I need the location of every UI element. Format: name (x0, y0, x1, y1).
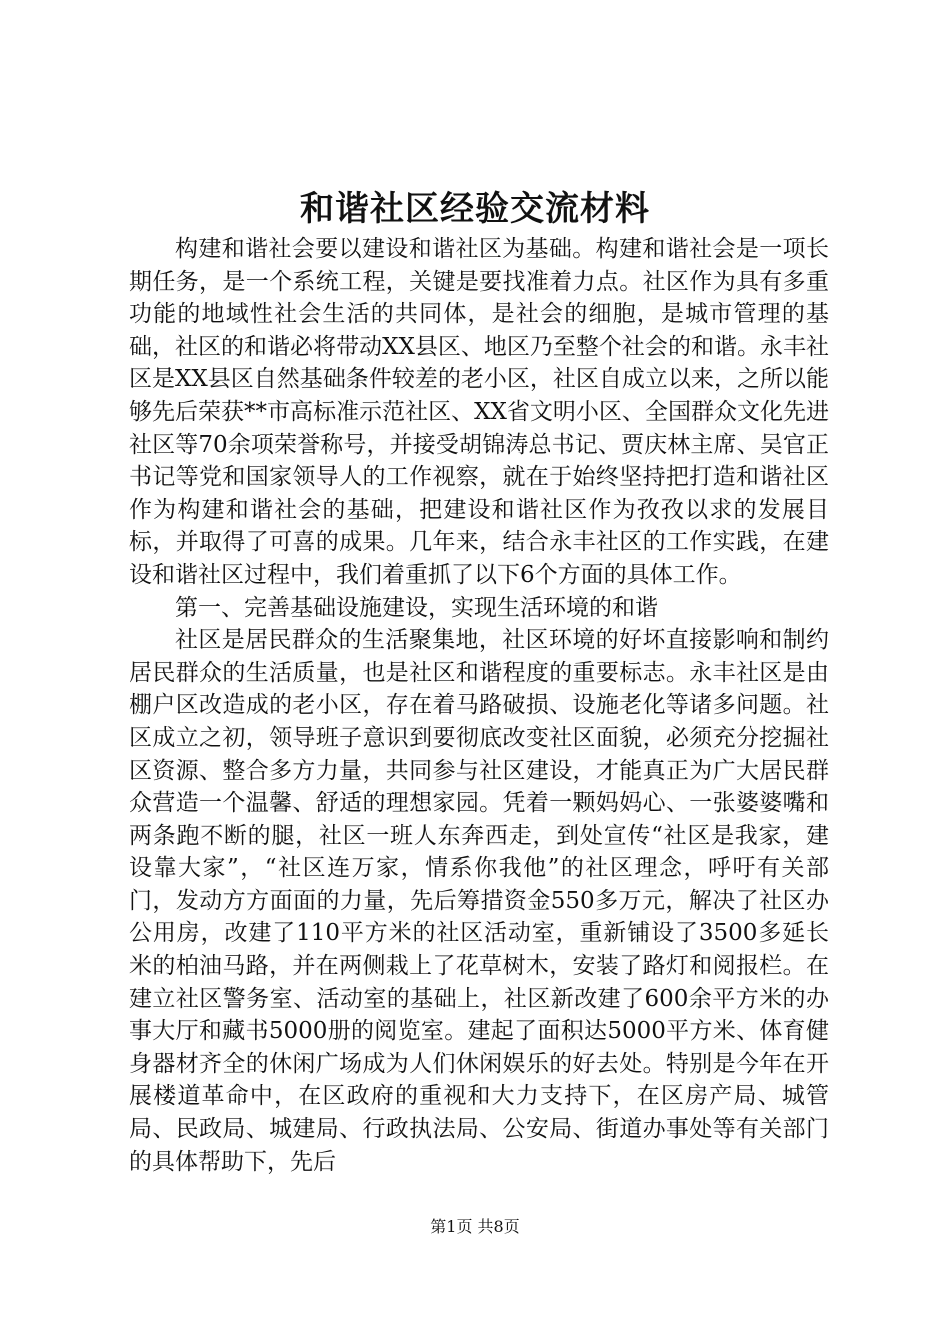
document-body (129, 233, 829, 1178)
document-title: 和谐社区经验交流材料 (300, 189, 650, 229)
paragraph-intro: 构建和谐社会要以建设和谐社区为基础。构建和谐社会是一项长期任务，是一个系统工程，关键是要找准着力点。社区作为具有多重功能的地域性社会生活的共同体，是社会的细胞，是城市管理的基础，社区的和谐必将带动XX县区、地区乃至整个社会的和谐。永丰社区是XX县区自然基础条件较差的老小区，社区自成立以来，之所以能够先后荣获**市高标准示范社区、XX省文明小区、全国群众文化先进社区等70余项荣誉称号，并接受胡锦涛总书记、贾庆林主席、吴官正书记等党和国家领导人的工作视察，就在于始终坚持把打造和谐社区作为构建和谐社会的基础，把建设和谐社区作为孜孜以求的发展目标，并取得了可喜的成果。几年来，结合永丰社区的工作实践，在建设和谐社区过程中，我们着重抓了以下6个方面的具体工作。 (129, 236, 829, 588)
section-heading-1: 第一、完善基础设施建设，实现生活环境的和谐 (175, 594, 658, 621)
paragraph-section-1: 社区是居民群众的生活聚集地，社区环境的好坏直接影响和制约居民群众的生活质量，也是社区和谐程度的重要标志。永丰社区是由棚户区改造成的老小区，存在着马路破损、设施老化等诸多问题。社区成立之初，领导班子意识到要彻底改变社区面貌，必须充分挖掘社区资源、整合多方力量，共同参与社区建设，才能真正为广大居民群众营造一个温馨、舒适的理想家园。凭着一颗妈妈心、一张婆婆嘴和两条跑不断的腿，社区一班人东奔西走，到处宣传“社区是我家，建设靠大家”，“社区连万家，情系你我他”的社区理念，呼吁有关部门，发动方方面面的力量，先后筹措资金550多万元，解决了社区办公用房，改建了110平方米的社区活动室，重新铺设了3500多延长米的柏油马路，并在两侧栽上了花草树木，安装了路灯和阅报栏。在建立社区警务室、活动室的基础上，社区新改建了600余平方米的办事大厅和藏书5000册的阅览室。建起了面积达5000平方米、体育健身器材齐全的休闲广场成为人们休闲娱乐的好去处。特别是今年在开展楼道革命中，在区政府的重视和大力支持下，在区房产局、城管局、民政局、城建局、行政执法局、公安局、街道办事处等有关部门的具体帮助下，先后 (129, 627, 829, 1175)
page-footer (0, 1216, 950, 1238)
page-indicator: 第1页 共8页 (430, 1217, 520, 1236)
